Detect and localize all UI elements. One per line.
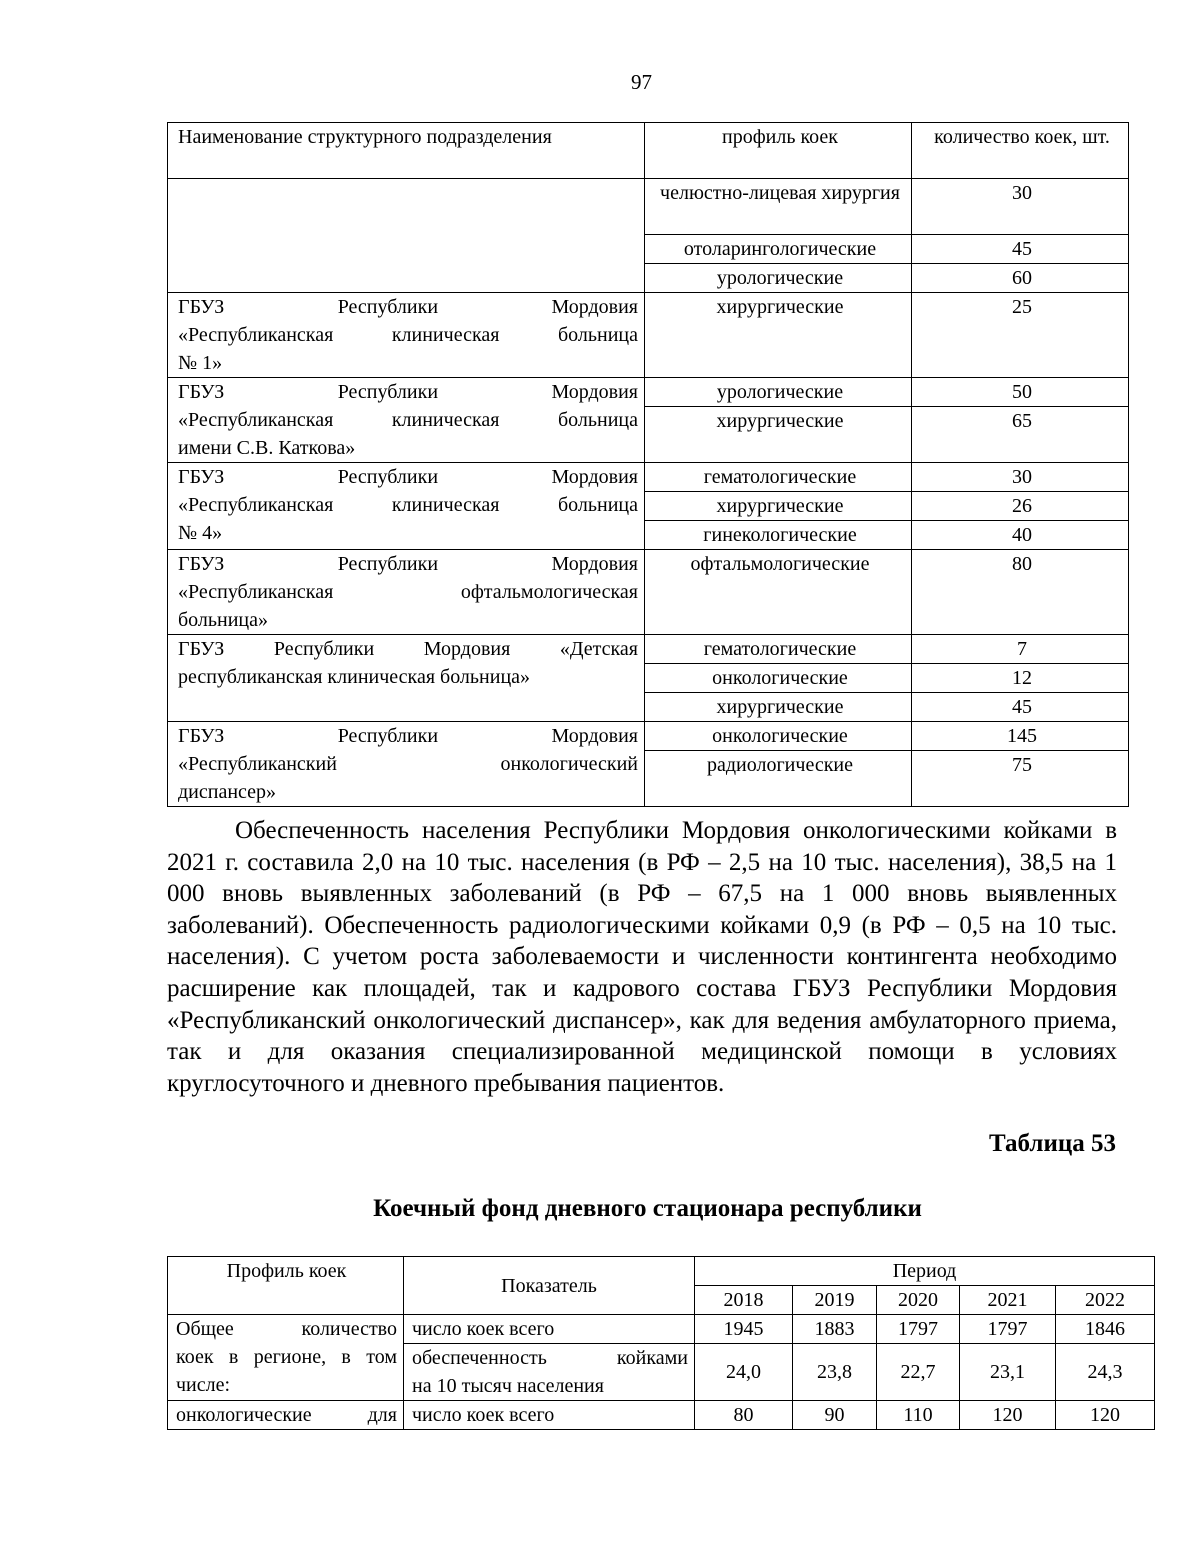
value-cell: 110 xyxy=(877,1401,960,1430)
header-indicator: Показатель xyxy=(404,1257,695,1315)
header-cell: профиль коек xyxy=(645,123,912,179)
cell-line: коек в регионе, в том xyxy=(176,1346,397,1368)
table-title: Коечный фонд дневного стационара республики xyxy=(373,1195,922,1222)
value-cell: 80 xyxy=(695,1401,793,1430)
count-cell: 45 xyxy=(912,693,1129,722)
value-cell: 23,8 xyxy=(793,1344,877,1401)
count-cell: 75 xyxy=(912,751,1129,807)
cell-line: обеспеченность койками xyxy=(412,1347,688,1369)
cell-line: онкологические для xyxy=(176,1404,397,1426)
cell-line: числе: xyxy=(176,1374,231,1396)
profile-cell: онкологические xyxy=(645,722,912,751)
beds-by-unit-table xyxy=(167,122,1129,807)
cell-line: имени С.В. Каткова» xyxy=(178,437,356,459)
cell-line: № 1» xyxy=(178,352,223,374)
unit-name-cell xyxy=(168,463,645,550)
cell-line: больница» xyxy=(178,609,268,631)
year-cell: 2018 xyxy=(695,1286,793,1315)
unit-name-cell xyxy=(168,179,645,293)
count-cell: 80 xyxy=(912,550,1129,635)
table-row xyxy=(168,179,1129,235)
table-row xyxy=(168,550,1129,635)
unit-name-cell xyxy=(168,293,645,378)
year-cell: 2022 xyxy=(1056,1286,1155,1315)
unit-name-cell xyxy=(168,635,645,722)
table-row xyxy=(168,1315,1155,1344)
profile-cell: офтальмологические xyxy=(645,550,912,635)
table-row xyxy=(168,378,1129,407)
value-cell: 120 xyxy=(960,1401,1056,1430)
table-row xyxy=(168,722,1129,751)
table-row xyxy=(168,293,1129,378)
header-profile: Профиль коек xyxy=(168,1257,404,1315)
cell-line: республиканская клиническая больница» xyxy=(178,666,531,688)
value-cell: 1846 xyxy=(1056,1315,1155,1344)
cell-line: число коек всего xyxy=(412,1318,555,1340)
profile-cell: урологические xyxy=(645,264,912,293)
count-cell: 145 xyxy=(912,722,1129,751)
profile-cell: онкологические xyxy=(645,664,912,693)
cell-line: число коек всего xyxy=(412,1404,555,1426)
cell-line: ГБУЗ Республики Мордовия xyxy=(178,725,638,747)
header-row xyxy=(168,1257,1155,1286)
cell-line: Общее количество xyxy=(176,1318,397,1340)
count-cell: 65 xyxy=(912,407,1129,463)
profile-cell: хирургические xyxy=(645,693,912,722)
value-cell: 24,0 xyxy=(695,1344,793,1401)
profile-cell xyxy=(168,1401,404,1430)
profile-cell: гематологические xyxy=(645,635,912,664)
profile-cell: урологические xyxy=(645,378,912,407)
count-cell: 30 xyxy=(912,463,1129,492)
profile-cell: хирургические xyxy=(645,407,912,463)
unit-name-cell xyxy=(168,550,645,635)
count-cell: 45 xyxy=(912,235,1129,264)
cell-line: ГБУЗ Республики Мордовия xyxy=(178,381,638,403)
profile-cell: отоларингологические xyxy=(645,235,912,264)
profile-cell: хирургические xyxy=(645,293,912,378)
cell-line: «Республиканская клиническая больница xyxy=(178,324,638,346)
profile-cell: гематологические xyxy=(645,463,912,492)
profile-cell: гинекологические xyxy=(645,521,912,550)
cell-line: ГБУЗ Республики Мордовия xyxy=(178,466,638,488)
unit-name-cell xyxy=(168,722,645,807)
profile-cell: хирургические xyxy=(645,492,912,521)
day-hospital-beds-table xyxy=(167,1256,1155,1430)
count-cell: 26 xyxy=(912,492,1129,521)
profile-cell: челюстно-лицевая хирургия xyxy=(645,179,912,235)
body-paragraph: Обеспеченность населения Республики Мордовия онкологическими койками в 2021 г. составила 2,0 на 10 тыс. населения (в РФ – 2,5 на 10 тыс. населения), 38,5 на 1 000 вновь выявленных заболеваний (в РФ – 67,5 на 1 000 вновь выявленных заболеваний). Обеспеченность радиологическими койками 0,9 (в РФ – 0,5 на 10 тыс. населения). С учетом роста заболеваемости и численности контингента необходимо расширение как площадей, так и кадрового состава ГБУЗ Республики Мордовия «Республиканский онкологический диспансер», как для ведения амбулаторного приема, так и для оказания специализированной медицинской помощи в условиях круглосуточного и дневного пребывания пациентов. xyxy=(167,817,1117,1097)
header-period: Период xyxy=(695,1257,1155,1286)
cell-line: «Республиканская клиническая больница xyxy=(178,494,638,516)
page-number: 97 xyxy=(631,70,652,94)
indicator-cell xyxy=(404,1315,695,1344)
indicator-cell xyxy=(404,1401,695,1430)
profile-cell xyxy=(168,1315,404,1401)
year-cell: 2019 xyxy=(793,1286,877,1315)
table-row xyxy=(168,635,1129,664)
count-cell: 40 xyxy=(912,521,1129,550)
cell-line: «Республиканская клиническая больница xyxy=(178,409,638,431)
indicator-cell xyxy=(404,1344,695,1401)
header-cell: количество коек, шт. xyxy=(912,123,1129,179)
table-row xyxy=(168,1401,1155,1430)
count-cell: 60 xyxy=(912,264,1129,293)
value-cell: 90 xyxy=(793,1401,877,1430)
value-cell: 22,7 xyxy=(877,1344,960,1401)
value-cell: 1797 xyxy=(877,1315,960,1344)
count-cell: 7 xyxy=(912,635,1129,664)
value-cell: 23,1 xyxy=(960,1344,1056,1401)
profile-cell: радиологические xyxy=(645,751,912,807)
value-cell: 1797 xyxy=(960,1315,1056,1344)
year-cell: 2021 xyxy=(960,1286,1056,1315)
cell-line: диспансер» xyxy=(178,781,277,803)
cell-line: ГБУЗ Республики Мордовия xyxy=(178,553,638,575)
count-cell: 30 xyxy=(912,179,1129,235)
unit-name-cell xyxy=(168,378,645,463)
header-cell: Наименование структурного подразделения xyxy=(168,123,645,179)
count-cell: 12 xyxy=(912,664,1129,693)
cell-line: «Республиканский онкологический xyxy=(178,753,638,775)
table-number: Таблица 53 xyxy=(988,1130,1116,1157)
year-cell: 2020 xyxy=(877,1286,960,1315)
cell-line: ГБУЗ Республики Мордовия «Детская xyxy=(178,638,638,660)
cell-line: на 10 тысяч населения xyxy=(412,1375,604,1397)
cell-line: № 4» xyxy=(178,522,223,544)
table-row xyxy=(168,463,1129,492)
header-row xyxy=(168,123,1129,179)
value-cell: 1883 xyxy=(793,1315,877,1344)
value-cell: 120 xyxy=(1056,1401,1155,1430)
cell-line: «Республиканская офтальмологическая xyxy=(178,581,638,603)
value-cell: 24,3 xyxy=(1056,1344,1155,1401)
cell-line: ГБУЗ Республики Мордовия xyxy=(178,296,638,318)
value-cell: 1945 xyxy=(695,1315,793,1344)
count-cell: 25 xyxy=(912,293,1129,378)
count-cell: 50 xyxy=(912,378,1129,407)
